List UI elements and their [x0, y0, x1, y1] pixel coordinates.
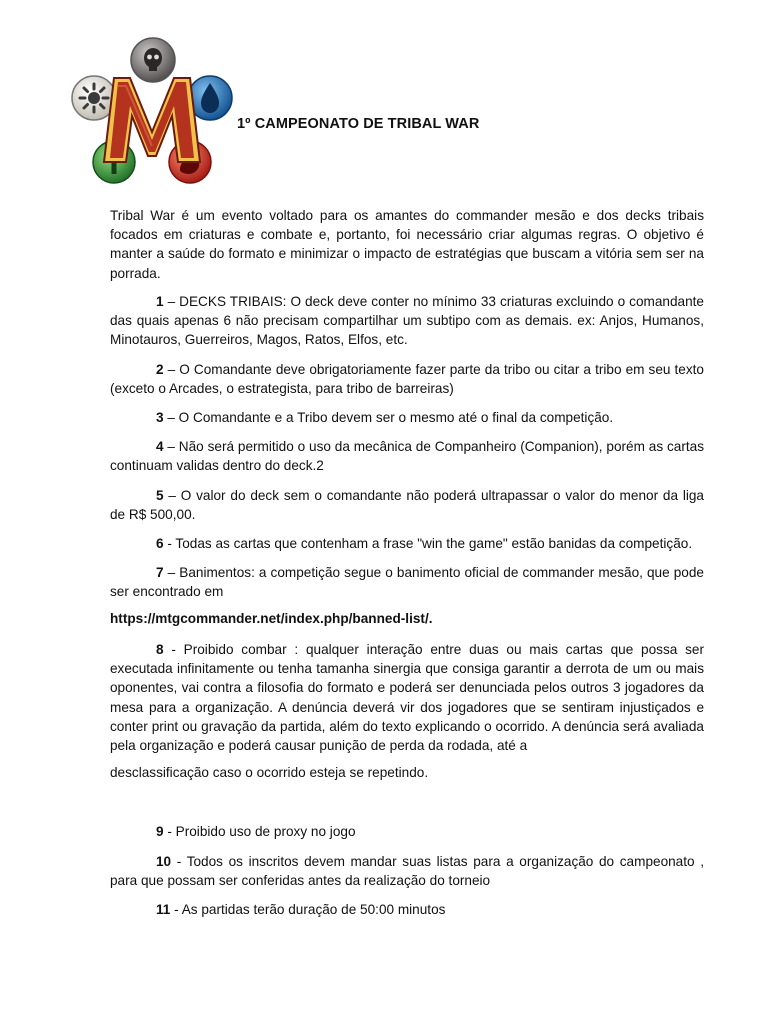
document-title: 1º CAMPEONATO DE TRIBAL WAR	[237, 116, 480, 132]
rule-6	[110, 534, 704, 553]
rule-8-continuation: desclassificação caso o ocorrido esteja se repetindo.	[110, 765, 429, 780]
rule-number: 8	[156, 642, 164, 657]
rule-text: - Proibido uso de proxy no jogo	[163, 824, 356, 839]
rule-number: 9	[156, 824, 164, 839]
rule-text: - Todas as cartas que contenham a frase "win the game" estão banidas da competição.	[163, 536, 693, 551]
rule-number: 10	[156, 854, 172, 869]
rule-text: - As partidas terão duração de 50:00 minutos	[170, 902, 446, 917]
rule-9	[110, 822, 704, 841]
rule-text: – O Comandante deve obrigatoriamente fazer parte da tribo ou citar a tribo em seu texto (exceto o Arcades, o estrategista, para tribo de barreiras)	[110, 362, 704, 397]
rule-text: – Banimentos: a competição segue o banimento oficial de commander mesão, que pode ser encontrado em	[110, 565, 704, 600]
rule-number: 5	[156, 488, 164, 503]
intro-paragraph: Tribal War é um evento voltado para os amantes do commander mesão e dos decks tribais focados em criaturas e combate e, portanto, foi necessário criar algumas regras. O objetivo é manter a saúde do formato e minimizar o impacto de estratégias que buscam a vitória sem ser na porrada.	[110, 208, 704, 281]
rule-number: 1	[156, 294, 164, 309]
magic-m-letter-icon	[104, 78, 200, 162]
rule-number: 6	[156, 536, 164, 551]
rule-number: 4	[156, 439, 164, 454]
rule-4	[110, 437, 704, 475]
rule-3	[110, 408, 704, 427]
rule-5	[110, 486, 704, 524]
magic-logo	[68, 36, 236, 186]
rule-2	[110, 360, 704, 398]
rule-10	[110, 852, 704, 890]
rule-text: - Proibido combar : qualquer interação entre duas ou mais cartas que possa ser executada infinitamente ou tenha tamanha sinergia que consiga garantir a derrota de um ou mais oponentes, vai contra a filosofia do formato e poderá ser denunciada pelos outros 3 jogadores da mesa para a organização. A denúncia deverá vir dos jogadores que se sentiram injustiçados e conter print ou gravação da partida, além do texto explicando o ocorrido. A denúncia será avaliada pela organização e poderá causar punição de perda da rodada, até a	[110, 642, 704, 754]
rule-text: - Todos os inscritos devem mandar suas listas para a organização do campeonato , para que possam ser conferidas antes da realização do torneio	[110, 854, 704, 889]
banned-list-link[interactable]: https://mtgcommander.net/index.php/banned-list/.	[110, 611, 433, 626]
rule-11	[110, 900, 704, 919]
rule-number: 3	[156, 410, 164, 425]
rule-text: – DECKS TRIBAIS: O deck deve conter no mínimo 33 criaturas excluindo o comandante das quais apenas 6 não precisam compartilhar um subtipo com as demais. ex: Anjos, Humanos, Minotauros, Guerreiros, Magos, Ratos, Elfos, etc.	[110, 294, 704, 348]
rule-1	[110, 292, 704, 350]
rule-text: – O Comandante e a Tribo devem ser o mesmo até o final da competição.	[163, 410, 614, 425]
rule-text: – O valor do deck sem o comandante não poderá ultrapassar o valor do menor da liga de R$ 500,00.	[110, 488, 704, 523]
rule-7	[110, 563, 704, 601]
rule-text: – Não será permitido o uso da mecânica de Companheiro (Companion), porém as cartas continuam validas dentro do deck.2	[110, 439, 704, 474]
rule-number: 11	[156, 902, 171, 917]
black-mana-icon	[131, 38, 175, 82]
rule-8	[110, 640, 704, 755]
rule-number: 2	[156, 362, 164, 377]
rule-number: 7	[156, 565, 164, 580]
